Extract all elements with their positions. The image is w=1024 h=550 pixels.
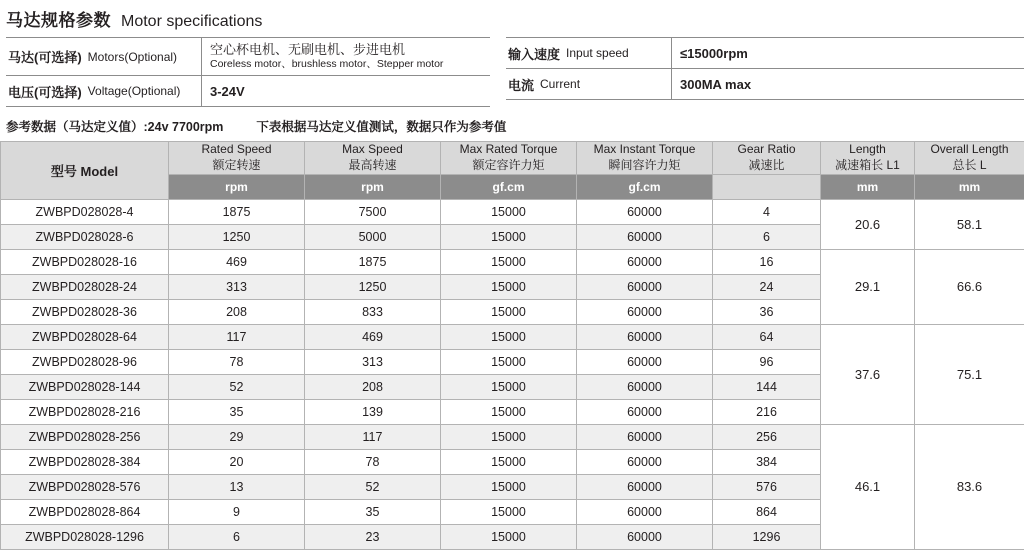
spec-label-input-speed-cn: 输入速度 [508,44,560,63]
header-max-speed-en: Max Speed [305,142,440,158]
cell-model: ZWBPD028028-256 [1,424,169,449]
spec-table-left [6,37,490,107]
spec-label-input-speed-en: Input speed [566,46,629,60]
spec-value-current-text: 300MA max [680,77,1016,92]
cell-max-rated-torque: 15000 [441,299,577,324]
header-gear-ratio-cn: 减速比 [713,158,820,174]
spec-value-input-speed-text: ≤15000rpm [680,46,1016,61]
cell-model: ZWBPD028028-24 [1,274,169,299]
header-gear-ratio-en: Gear Ratio [713,142,820,158]
cell-gear-ratio: 864 [713,499,821,524]
cell-model: ZWBPD028028-16 [1,249,169,274]
spec-row-current [506,68,1024,99]
unit-gear-ratio [713,174,821,199]
cell-model: ZWBPD028028-36 [1,299,169,324]
cell-overall-length: 83.6 [915,424,1024,549]
spec-label-input-speed [506,38,672,68]
cell-gear-ratio: 144 [713,374,821,399]
spec-value-input-speed [672,38,1024,68]
cell-max-rated-torque: 15000 [441,274,577,299]
cell-rated-speed: 208 [169,299,305,324]
cell-model: ZWBPD028028-576 [1,474,169,499]
cell-max-rated-torque: 15000 [441,374,577,399]
cell-overall-length: 75.1 [915,324,1024,424]
spec-label-motors-cn: 马达(可选择) [8,47,82,66]
cell-max-speed: 117 [305,424,441,449]
cell-max-instant-torque: 60000 [577,199,713,224]
cell-max-rated-torque: 15000 [441,449,577,474]
unit-max-instant-torque: gf.cm [577,174,713,199]
header-max-rated-torque-cn: 额定容许力矩 [441,158,576,174]
cell-max-rated-torque: 15000 [441,399,577,424]
cell-gear-ratio: 24 [713,274,821,299]
cell-model: ZWBPD028028-864 [1,499,169,524]
cell-gear-ratio: 96 [713,349,821,374]
cell-max-speed: 208 [305,374,441,399]
header-row-main [1,142,1024,174]
spec-label-motors [6,38,202,75]
header-length [821,142,915,174]
cell-max-instant-torque: 60000 [577,524,713,549]
cell-rated-speed: 6 [169,524,305,549]
cell-gearbox-length: 20.6 [821,199,915,249]
parameters-table-body [1,199,1024,549]
cell-model: ZWBPD028028-1296 [1,524,169,549]
cell-max-rated-torque: 15000 [441,324,577,349]
spec-value-current [672,69,1024,99]
cell-max-instant-torque: 60000 [577,399,713,424]
cell-model: ZWBPD028028-216 [1,399,169,424]
header-model: 型号 Model [1,142,169,199]
table-row [1,249,1024,274]
cell-gear-ratio: 64 [713,324,821,349]
table-row [1,324,1024,349]
cell-max-speed: 35 [305,499,441,524]
spec-label-current-cn: 电流 [508,75,534,94]
cell-max-speed: 78 [305,449,441,474]
spec-table-right [506,37,1024,100]
unit-max-rated-torque: gf.cm [441,174,577,199]
header-max-instant-torque [577,142,713,174]
page-title [0,0,1024,31]
spec-value-motors [202,38,490,75]
cell-max-speed: 833 [305,299,441,324]
cell-max-instant-torque: 60000 [577,449,713,474]
cell-max-speed: 52 [305,474,441,499]
cell-max-speed: 5000 [305,224,441,249]
cell-gear-ratio: 1296 [713,524,821,549]
cell-gear-ratio: 36 [713,299,821,324]
cell-max-instant-torque: 60000 [577,249,713,274]
spec-row-voltage [6,75,490,106]
cell-max-rated-torque: 15000 [441,474,577,499]
unit-overall-length: mm [915,174,1024,199]
cell-max-rated-torque: 15000 [441,524,577,549]
cell-overall-length: 58.1 [915,199,1024,249]
cell-gear-ratio: 384 [713,449,821,474]
cell-overall-length: 66.6 [915,249,1024,324]
cell-max-instant-torque: 60000 [577,474,713,499]
cell-max-instant-torque: 60000 [577,299,713,324]
cell-gearbox-length: 37.6 [821,324,915,424]
cell-rated-speed: 20 [169,449,305,474]
cell-rated-speed: 52 [169,374,305,399]
cell-max-instant-torque: 60000 [577,349,713,374]
cell-rated-speed: 29 [169,424,305,449]
cell-rated-speed: 9 [169,499,305,524]
spec-label-voltage-en: Voltage(Optional) [88,84,181,98]
cell-rated-speed: 13 [169,474,305,499]
header-max-speed [305,142,441,174]
header-max-instant-torque-en: Max Instant Torque [577,142,712,158]
header-max-rated-torque-en: Max Rated Torque [441,142,576,158]
header-gear-ratio [713,142,821,174]
cell-max-speed: 1875 [305,249,441,274]
cell-max-rated-torque: 15000 [441,349,577,374]
cell-max-speed: 313 [305,349,441,374]
reference-note-part1: 参考数据（马达定义值）:24v 7700rpm [6,120,223,134]
table-row [1,424,1024,449]
spec-value-motors-en: Coreless motor、brushless motor、Stepper motor [210,58,482,71]
spec-value-voltage [202,76,490,106]
header-overall-length-en: Overall Length [915,142,1024,158]
spec-label-voltage [6,76,202,106]
spec-label-voltage-cn: 电压(可选择) [8,82,82,101]
spec-row-input-speed [506,38,1024,68]
cell-max-rated-torque: 15000 [441,499,577,524]
cell-max-instant-torque: 60000 [577,324,713,349]
cell-max-instant-torque: 60000 [577,424,713,449]
parameters-table-head [1,142,1024,199]
cell-gear-ratio: 4 [713,199,821,224]
cell-max-instant-torque: 60000 [577,374,713,399]
unit-rated-speed: rpm [169,174,305,199]
spec-label-current-en: Current [540,77,580,91]
header-rated-speed [169,142,305,174]
reference-note [0,107,1024,141]
cell-gearbox-length: 46.1 [821,424,915,549]
table-row [1,199,1024,224]
cell-model: ZWBPD028028-96 [1,349,169,374]
cell-model: ZWBPD028028-64 [1,324,169,349]
header-overall-length-cn: 总长 L [915,158,1024,174]
cell-max-speed: 1250 [305,274,441,299]
cell-gear-ratio: 256 [713,424,821,449]
cell-model: ZWBPD028028-4 [1,199,169,224]
cell-gear-ratio: 576 [713,474,821,499]
cell-rated-speed: 35 [169,399,305,424]
page-title-en: Motor specifications [121,13,262,31]
spec-label-motors-en: Motors(Optional) [88,50,177,64]
cell-max-speed: 7500 [305,199,441,224]
cell-max-instant-torque: 60000 [577,224,713,249]
cell-gear-ratio: 16 [713,249,821,274]
cell-model: ZWBPD028028-384 [1,449,169,474]
spec-blocks [0,37,1024,107]
cell-gear-ratio: 216 [713,399,821,424]
cell-rated-speed: 117 [169,324,305,349]
header-overall-length [915,142,1024,174]
cell-gearbox-length: 29.1 [821,249,915,324]
header-length-en: Length [821,142,914,158]
header-max-rated-torque [441,142,577,174]
cell-rated-speed: 313 [169,274,305,299]
cell-model: ZWBPD028028-144 [1,374,169,399]
header-length-cn: 减速箱长 L1 [821,158,914,174]
cell-max-instant-torque: 60000 [577,274,713,299]
cell-rated-speed: 1875 [169,199,305,224]
cell-max-instant-torque: 60000 [577,499,713,524]
spec-value-motors-cn: 空心杯电机、无刷电机、步进电机 [210,42,482,58]
header-max-instant-torque-cn: 瞬间容许力矩 [577,158,712,174]
cell-rated-speed: 1250 [169,224,305,249]
cell-max-rated-torque: 15000 [441,249,577,274]
cell-rated-speed: 469 [169,249,305,274]
header-max-speed-cn: 最高转速 [305,158,440,174]
header-rated-speed-cn: 额定转速 [169,158,304,174]
cell-max-rated-torque: 15000 [441,424,577,449]
cell-max-speed: 139 [305,399,441,424]
spec-label-current [506,69,672,99]
page-title-cn: 马达规格参数 [6,6,111,31]
spec-row-motors [6,38,490,75]
unit-length: mm [821,174,915,199]
cell-max-rated-torque: 15000 [441,224,577,249]
unit-max-speed: rpm [305,174,441,199]
spec-value-voltage-text: 3-24V [210,84,482,99]
cell-rated-speed: 78 [169,349,305,374]
cell-model: ZWBPD028028-6 [1,224,169,249]
header-rated-speed-en: Rated Speed [169,142,304,158]
cell-max-rated-torque: 15000 [441,199,577,224]
cell-gear-ratio: 6 [713,224,821,249]
cell-max-speed: 469 [305,324,441,349]
cell-max-speed: 23 [305,524,441,549]
reference-note-part2: 下表根据马达定义值测试，数据只作为参考值 [256,120,506,134]
parameters-table [0,141,1024,549]
